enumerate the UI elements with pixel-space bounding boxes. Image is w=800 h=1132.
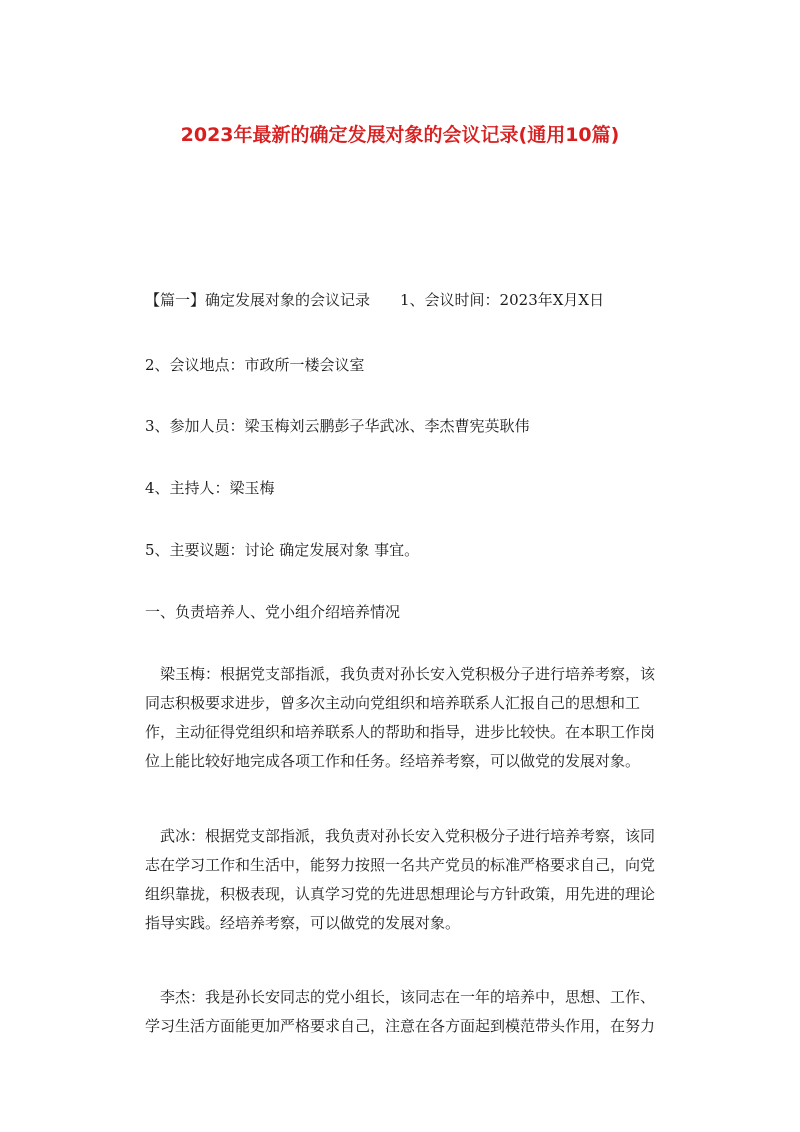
meeting-topic: 5、主要议题：讨论 确定发展对象 事宜。 bbox=[145, 541, 420, 559]
paragraph-liang bbox=[145, 660, 680, 776]
paragraph-line: 同志积极要求进步，曾多次主动向党组织和培养联系人汇报自己的思想和工 bbox=[145, 694, 641, 712]
paragraph-line: 学习生活方面能更加严格要求自己，注意在各方面起到模范带头作用，在努力 bbox=[145, 1017, 656, 1035]
meeting-host: 4、主持人：梁玉梅 bbox=[145, 479, 275, 497]
section-heading: 【篇一】确定发展对象的会议记录 bbox=[145, 291, 371, 309]
paragraph-line: 作，主动征得党组织和培养联系人的帮助和指导，进步比较快。在本职工作岗 bbox=[145, 723, 656, 741]
paragraph-line: 梁玉梅：根据党支部指派，我负责对孙长安入党积极分子进行培养考察，该 bbox=[145, 665, 656, 683]
meeting-time: 1、会议时间：2023年X月X日 bbox=[400, 291, 605, 309]
paragraph-line: 志在学习工作和生活中，能努力按照一名共产党员的标准严格要求自己，向党 bbox=[145, 856, 656, 874]
meeting-location: 2、会议地点：市政所一楼会议室 bbox=[145, 356, 365, 374]
paragraph-li bbox=[145, 983, 680, 1041]
paragraph-line: 组织靠拢，积极表现，认真学习党的先进思想理论与方针政策，用先进的理论 bbox=[145, 885, 656, 903]
paragraph-wu bbox=[145, 822, 680, 938]
paragraph-line: 指导实践。经培养考察，可以做党的发展对象。 bbox=[145, 914, 461, 932]
document-title: 2023年最新的确定发展对象的会议记录(通用10篇) bbox=[180, 124, 620, 146]
intro-line bbox=[145, 290, 604, 310]
paragraph-line: 李杰：我是孙长安同志的党小组长，该同志在一年的培养中，思想、工作、 bbox=[145, 988, 656, 1006]
section-subheading: 一、负责培养人、党小组介绍培养情况 bbox=[145, 603, 401, 621]
paragraph-line: 位上能比较好地完成各项工作和任务。经培养考察，可以做党的发展对象。 bbox=[145, 752, 641, 770]
paragraph-line: 武冰：根据党支部指派，我负责对孙长安入党积极分子进行培养考察，该同 bbox=[145, 827, 656, 845]
meeting-attendees: 3、参加人员：梁玉梅刘云鹏彭子华武冰、李杰曹宪英耿伟 bbox=[145, 417, 530, 435]
